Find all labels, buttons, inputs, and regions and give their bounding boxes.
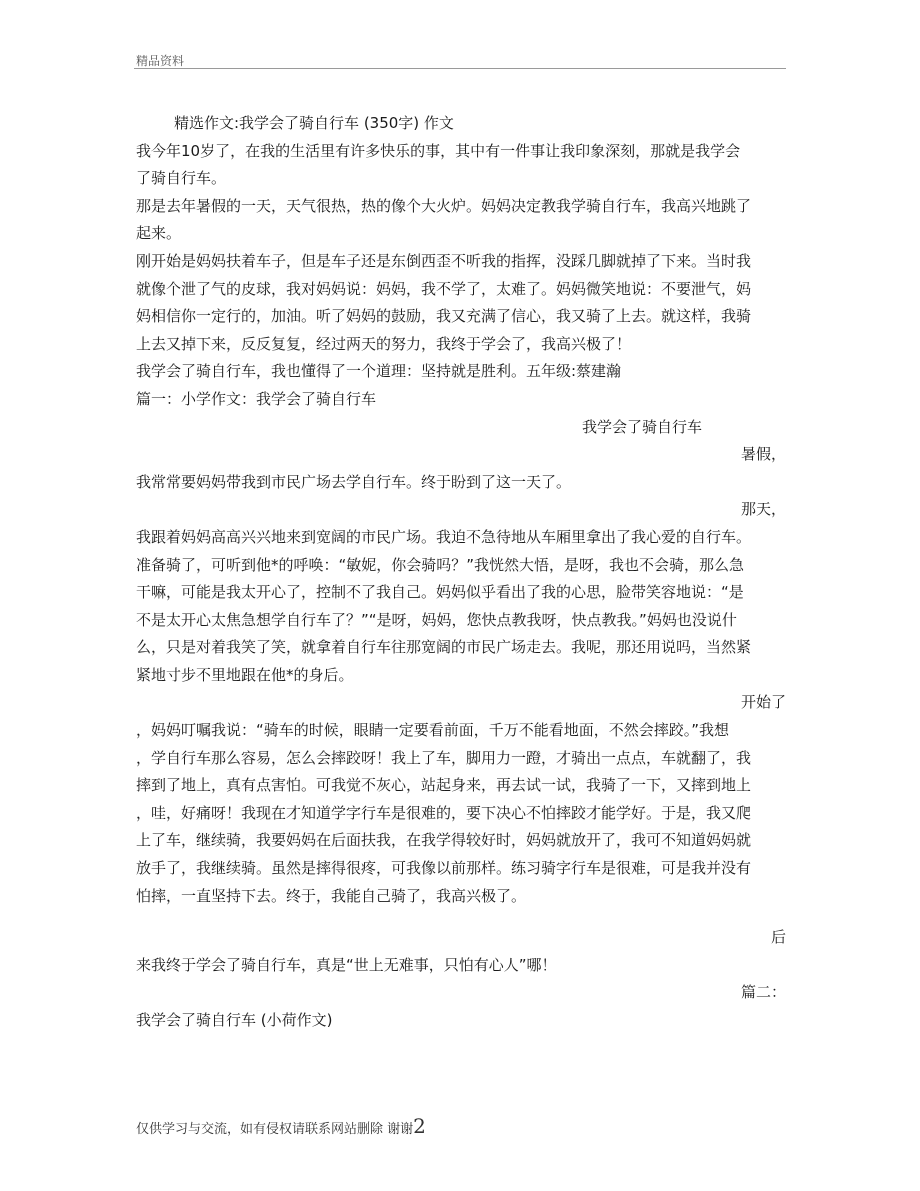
paragraph-line: 开始了 — [740, 693, 786, 712]
header-divider — [134, 68, 786, 69]
paragraph-line: ，妈妈叮嘱我说：“骑车的时候，眼睛一定要看前面，千万不能看地面，不然会摔跤。”我想 — [136, 721, 730, 740]
paragraph-line: 妈相信你一定行的，加油。听了妈妈的鼓励，我又充满了信心，我又骑了上去。就这样，我骑 — [136, 307, 752, 326]
section-heading: 篇一：小学作文：我学会了骑自行车 — [136, 389, 377, 408]
paragraph-line: 上了车，继续骑，我要妈妈在后面扶我，在我学得较好时，妈妈就放开了，我可不知道妈妈就 — [136, 831, 752, 850]
paragraph-line: 我今年10岁了，在我的生活里有许多快乐的事，其中有一件事让我印象深刻，那就是我学会 — [136, 141, 741, 160]
paragraph-line: 么，只是对着我笑了笑，就拿着自行车往那宽阔的市民广场走去。我呢，那还用说吗，当然紧 — [136, 638, 752, 657]
paragraph-line: 我跟着妈妈高高兴兴地来到宽阔的市民广场。我迫不急待地从车厢里拿出了我心爱的自行车。 — [136, 527, 752, 546]
paragraph-line: 紧地寸步不里地跟在他*的身后。 — [136, 665, 354, 684]
essay-title: 精选作文:我学会了骑自行车 (350字) 作文 — [174, 114, 454, 132]
paragraph-line: ，学自行车那么容易，怎么会摔跤呀！我上了车，脚用力一蹬，才骑出一点点，车就翻了，我 — [136, 748, 752, 767]
paragraph-line: 摔到了地上，真有点害怕。可我觉不灰心，站起身来，再去试一试，我骑了一下，又摔到地上 — [136, 776, 752, 795]
paragraph-line: 了骑自行车。 — [136, 169, 227, 188]
paragraph-line: 就像个泄了气的皮球，我对妈妈说：妈妈，我不学了，太难了。妈妈微笑地说：不要泄气，妈 — [136, 279, 752, 298]
footer-note: 仅供学习与交流，如有侵权请联系网站删除 谢谢 — [136, 1122, 414, 1137]
paragraph-line: 那是去年暑假的一天，天气很热，热的像个大火炉。妈妈决定教我学骑自行车，我高兴地跳了 — [136, 196, 752, 215]
paragraph-line: 干嘛，可能是我太开心了，控制不了我自己。妈妈似乎看出了我的心思，脸带笑容地说：“是 — [136, 583, 744, 602]
paragraph-line: 准备骑了，可听到他*的呼唤：“敏妮，你会骑吗？”我恍然大悟，是呀，我也不会骑，那么急 — [136, 555, 745, 574]
paragraph-line: 刚开始是妈妈扶着车子，但是车子还是东倒西歪不听我的指挥，没踩几脚就掉了下来。当时我 — [136, 251, 752, 270]
paragraph-line: 来我终于学会了骑自行车，真是“世上无难事，只怕有心人”哪！ — [136, 955, 557, 974]
paragraph-line: 暑假， — [740, 445, 786, 464]
paragraph-line: 我常常要妈妈带我到市民广场去学自行车。终于盼到了这一天了。 — [136, 472, 572, 491]
subsection-title: 我学会了骑自行车 — [582, 417, 703, 436]
document-body — [136, 110, 786, 1035]
header-label: 精品资料 — [136, 54, 185, 68]
section-heading: 篇二： — [740, 983, 786, 1002]
paragraph-line: ，哇，好痛呀！我现在才知道学字行车是很难的，要下决心不怕摔跤才能学好。于是，我又爬 — [136, 803, 752, 822]
paragraph-line: 那天， — [740, 500, 786, 519]
page-number: 2 — [413, 1114, 426, 1138]
paragraph-line: 上去又掉下来，反反复复，经过两天的努力，我终于学会了，我高兴极了！ — [136, 334, 632, 353]
paragraph-line: 不是太开心太焦急想学自行车了？”“是呀，妈妈，您快点教我呀，快点教我。”妈妈也没说什 — [136, 610, 737, 629]
paragraph-line: 我学会了骑自行车，我也懂得了一个道理：坚持就是胜利。五年级:蔡建瀚 — [136, 362, 622, 381]
subsection-title: 我学会了骑自行车 (小荷作文) — [136, 1011, 333, 1029]
paragraph-line: 怕摔，一直坚持下去。终于，我能自己骑了，我高兴极了。 — [136, 886, 527, 905]
paragraph-line: 后 — [770, 928, 786, 947]
footer — [136, 1114, 426, 1138]
paragraph-line: 起来。 — [136, 224, 182, 243]
paragraph-line: 放手了，我继续骑。虽然是摔得很疼，可我像以前那样。练习骑字行车是很难，可是我并没有 — [136, 859, 752, 878]
